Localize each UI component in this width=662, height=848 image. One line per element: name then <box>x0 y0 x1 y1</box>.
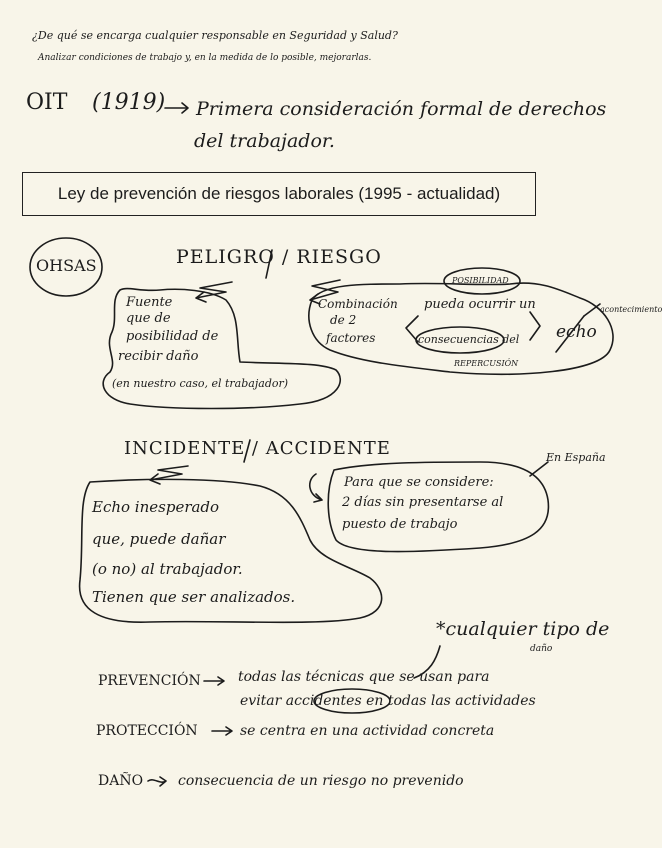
header-answer: Analizar condiciones de trabajo y, en la medida de lo posible, mejorarlas. <box>38 53 372 63</box>
peligro-zigzag <box>196 282 232 302</box>
pueda-ocurrir: pueda ocurrir un <box>424 297 536 312</box>
note-line-2: 2 días sin presentarse al <box>342 495 504 510</box>
dano-line: consecuencia de un riesgo no prevenido <box>178 773 464 789</box>
law-title-box: Ley de prevención de riesgos laborales (1995 - actualidad) <box>22 172 536 216</box>
incidente-line-3: (o no) al trabajador. <box>92 560 243 578</box>
oit-arrow <box>165 103 188 113</box>
peligro-riesgo-title: PELIGRO / RIESGO <box>176 246 382 268</box>
peligro-line-4: recibir daño <box>118 349 199 364</box>
spain-label: En España <box>546 451 606 464</box>
note-line-3: puesto de trabajo <box>342 517 458 532</box>
ohsas-label: OHSAS <box>36 256 97 275</box>
prevencion-line-2: evitar accidentes en todas las actividades <box>240 693 536 709</box>
proteccion-label: PROTECCIÓN <box>96 723 198 739</box>
peligro-note: (en nuestro caso, el trabajador) <box>112 377 289 390</box>
peligro-line-1: Fuente <box>126 295 173 310</box>
riesgo-line-1: Combinación <box>318 297 398 311</box>
riesgo-line-2: de 2 <box>330 313 357 327</box>
dano-label: DAÑO <box>98 773 144 789</box>
posibilidad-label: POSIBILIDAD <box>452 276 509 285</box>
incidente-line-2: que, puede dañar <box>92 530 226 548</box>
echo-label: echo <box>556 322 597 342</box>
peligro-line-3: posibilidad de <box>126 329 219 344</box>
oit-year: (1919) <box>92 90 166 115</box>
consecuencias-label: consecuencias del <box>418 333 520 346</box>
cualquier-line-2: daño <box>530 644 553 654</box>
oit-label: OIT <box>26 90 68 115</box>
incidente-zigzag <box>150 466 188 484</box>
prevencion-label: PREVENCIÓN <box>98 673 201 689</box>
cualquier-line-1: *cualquier tipo de <box>436 618 610 640</box>
proteccion-line: se centra en una actividad concreta <box>240 723 495 739</box>
prevencion-line-1: todas las técnicas que se usan para <box>238 669 490 685</box>
oit-line1: Primera consideración formal de derechos <box>196 98 607 120</box>
incidente-line-1: Echo inesperado <box>92 498 220 516</box>
repercusion-label: REPERCUSIÓN <box>454 359 519 368</box>
note-line-1: Para que se considere: <box>344 475 494 490</box>
peligro-line-2: que de <box>126 311 171 326</box>
oit-line2: del trabajador. <box>194 130 335 152</box>
incidente-line-4: Tienen que ser analizados. <box>92 588 296 606</box>
header-question: ¿De qué se encarga cualquier responsable en Seguridad y Salud? <box>32 29 398 42</box>
riesgo-line-3: factores <box>326 331 376 345</box>
acontecimiento-label: acontecimiento <box>600 305 662 314</box>
incidente-title: INCIDENTE / ACCIDENTE <box>124 438 391 459</box>
